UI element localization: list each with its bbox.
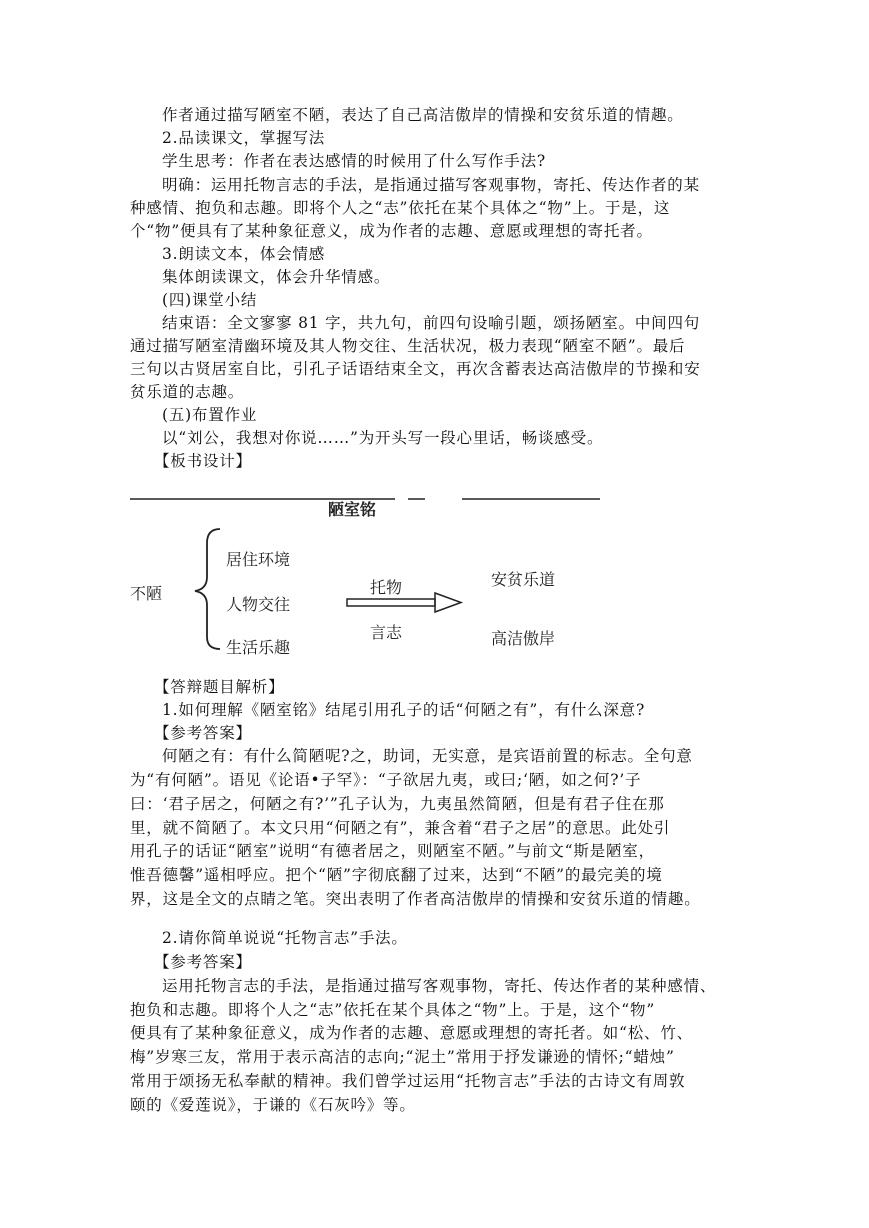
text-line: 学生思考：作者在表达感情的时候用了什么写作手法? xyxy=(162,152,547,170)
text-line: 界，这是全文的点睛之笔。突出表明了作者高洁傲岸的情操和安贫乐道的情趣。 xyxy=(130,890,701,908)
text-line: 集体朗读课文，体会升华情感。 xyxy=(162,268,391,286)
section-heading: 【答辩题目解析】 xyxy=(154,678,285,696)
text-line: 何陋之有：有什么简陋呢?之，助词，无实意，是宾语前置的标志。全句意 xyxy=(162,747,693,765)
diagram-item: 生活乐趣 xyxy=(226,638,291,657)
text-line: 以“刘公，我想对你说……”为开头写一段心里话，畅谈感受。 xyxy=(162,429,604,447)
text-line: 抱负和志趣。即将个人之“志”依托在某个具体之“物”上。于是，这个“物” xyxy=(130,1001,656,1019)
text-line: 运用托物言志的手法，是指通过描写客观事物，寄托、传达作者的某种感情、 xyxy=(162,977,717,995)
diagram-left-label: 不陋 xyxy=(130,584,163,603)
question: 1.如何理解《陋室铭》结尾引用孔子的话“何陋之有”，有什么深意? xyxy=(162,701,646,719)
text-line: 为“有何陋”。语见《论语•子罕》：“子欲居九夷，或曰;‘陋，如之何?’子 xyxy=(130,771,642,789)
text-line: 里，就不简陋了。本文只用“何陋之有”，兼含着“君子之居”的意思。此处引 xyxy=(130,819,671,837)
section-heading: (五)布置作业 xyxy=(162,406,258,424)
text-line: 用孔子的话证“陋室”说明“有德者居之，则陋室不陋。”与前文“斯是陋室， xyxy=(130,842,655,860)
section-heading: 【板书设计】 xyxy=(154,452,252,470)
diagram-item: 居住环境 xyxy=(226,550,291,569)
section-heading: (四)课堂小结 xyxy=(162,291,258,309)
text-line: 种感情、抱负和志趣。即将个人之“志”依托在某个具体之“物”上。于是，这 xyxy=(130,199,671,217)
text-line: 便具有了某种象征意义，成为作者的志趣、意愿或理想的寄托者。如“松、竹、 xyxy=(130,1024,693,1042)
text-line: 个“物”便具有了某种象征意义，成为作者的志趣、意愿或理想的寄托者。 xyxy=(130,222,653,240)
text-line: 常用于颂扬无私奉献的精神。我们曾学过运用“托物言志”手法的古诗文有周敦 xyxy=(130,1072,686,1090)
text-line: 贫乐道的志趣。 xyxy=(130,383,245,401)
section-heading: 2.品读课文，掌握写法 xyxy=(162,129,326,147)
text-line: 颐的《爱莲说》，于谦的《石灰吟》等。 xyxy=(130,1096,416,1114)
diagram-result: 安贫乐道 xyxy=(491,570,556,589)
blackboard-diagram xyxy=(125,485,645,660)
section-heading: 【参考答案】 xyxy=(154,953,252,971)
text-line: 通过描写陋室清幽环境及其人物交往、生活状况，极力表现“陋室不陋”。最后 xyxy=(130,337,686,355)
section-heading: 3.朗读文本，体会情感 xyxy=(162,245,326,263)
text-line: 曰：‘君子居之，何陋之有?’”孔子认为，九夷虽然简陋，但是有君子住在那 xyxy=(130,795,665,813)
question: 2.请你简单说说“托物言志”手法。 xyxy=(162,929,408,947)
section-heading: 【参考答案】 xyxy=(154,724,252,742)
text-line: 明确：运用托物言志的手法，是指通过描写客观事物，寄托、传达作者的某 xyxy=(162,176,700,194)
text-line: 惟吾德馨”遥相呼应。把个“陋”字彻底翻了过来，达到“不陋”的最完美的境 xyxy=(130,866,663,884)
diagram-result: 高洁傲岸 xyxy=(491,629,556,648)
text-line: 作者通过描写陋室不陋，表达了自己高洁傲岸的情操和安贫乐道的情趣。 xyxy=(162,106,684,124)
arrow-label-bottom: 言志 xyxy=(370,623,403,642)
text-line: 三句以古贤居室自比，引孔子话语结束全文，再次含蓄表达高洁傲岸的节操和安 xyxy=(130,360,701,378)
arrow-label-top: 托物 xyxy=(370,578,403,597)
diagram-item: 人物交往 xyxy=(226,595,291,614)
text-line: 梅”岁寒三友，常用于表示高洁的志向;“泥土”常用于抒发谦逊的情怀;“蜡烛” xyxy=(130,1048,675,1066)
text-line: 结束语：全文寥寥 81 字，共九句，前四句设喻引题，颂扬陋室。中间四句 xyxy=(162,314,701,332)
diagram-title: 陋室铭 xyxy=(328,500,377,519)
